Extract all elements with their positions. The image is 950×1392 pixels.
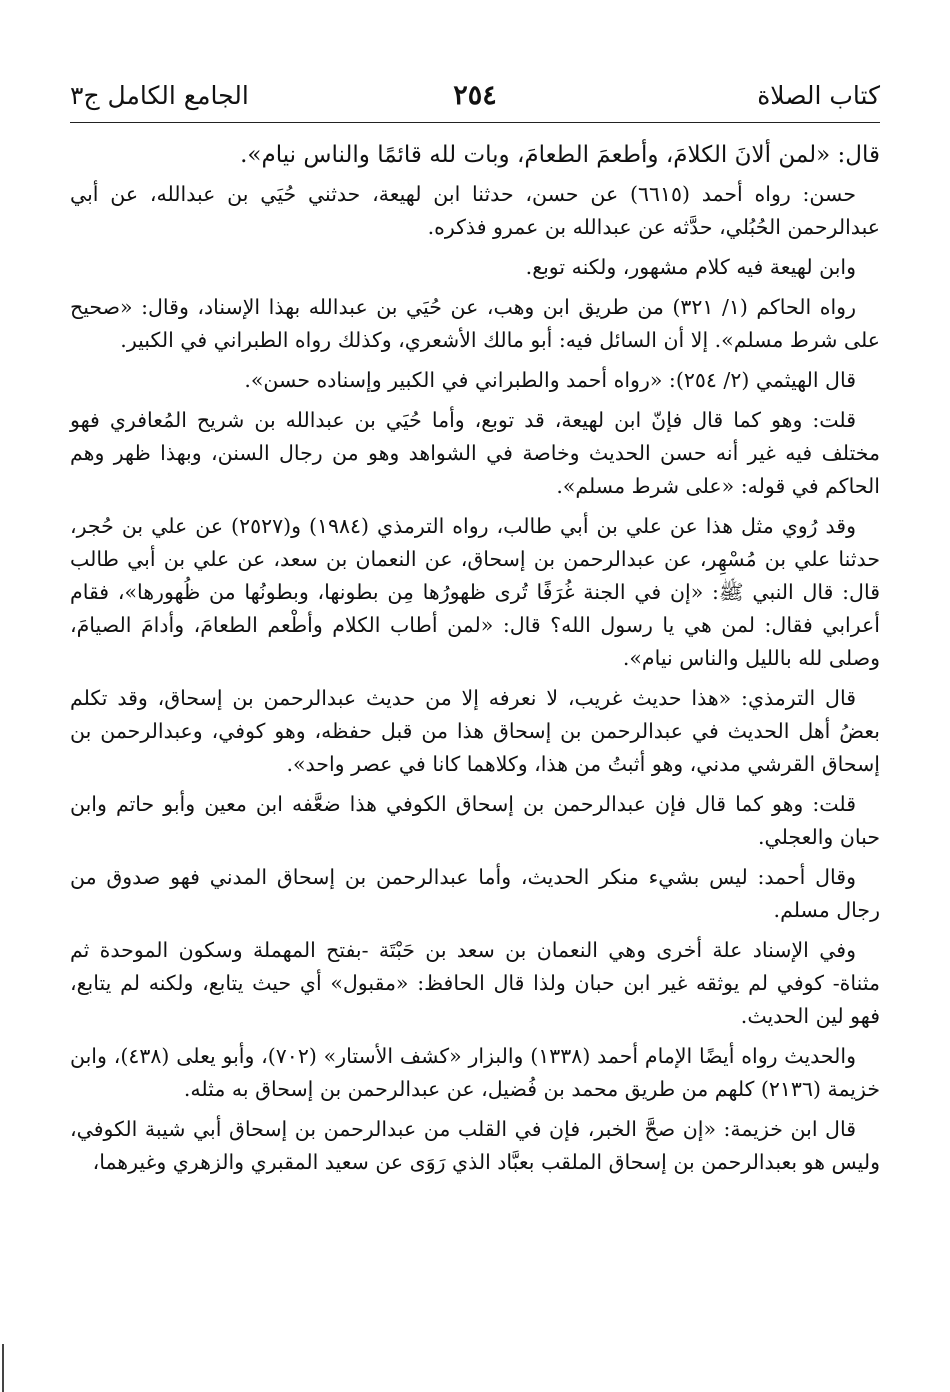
paragraph: قال الترمذي: «هذا حديث غريب، لا نعرفه إلا من حديث عبدالرحمن بن إسحاق، وقد تكلم بعضُ أهل الحديث في عبدالرحمن بن إسحاق هذا من قبل حفظه، وهو كوفي، وعبدالرحمن بن إسحاق القرشي مدني، وهو أثبتُ من هذا، وكلاهما كانا في عصر واحد». (70, 686, 880, 776)
paragraph: رواه الحاكم (١/ ٣٢١) من طريق ابن وهب، عن حُيَي بن عبدالله بهذا الإسناد، وقال: «صحيح على شرط مسلم». إلا أن السائل فيه: أبو مالك الأشعري، وكذلك رواه الطبراني في الكبير. (70, 295, 880, 352)
paragraph: قال ابن خزيمة: «إن صحَّ الخبر، فإن في القلب من عبدالرحمن بن إسحاق أبي شيبة الكوفي، وليس هو بعبدالرحمن بن إسحاق الملقب بعبَّاد الذي رَوَى عن سعيد المقبري والزهري وغيرهما، (70, 1117, 880, 1174)
paragraph: والحديث رواه أيضًا الإمام أحمد (١٣٣٨) والبزار «كشف الأستار» (٧٠٢)، وأبو يعلى (٤٣٨)، وابن خزيمة (٢١٣٦) كلهم من طريق محمد بن فُضيل، عن عبدالرحمن بن إسحاق به مثله. (70, 1044, 880, 1101)
hadith-text: قال: «لمن ألانَ الكلامَ، وأطعمَ الطعامَ، وبات لله قائمًا والناس نيام». (240, 142, 880, 168)
paragraph: قلت: وهو كما قال فإنّ ابن لهيعة، قد توبع، وأما حُيَي بن عبدالله بن شريح المُعافري فهو مختلف فيه غير أنه حسن الحديث وخاصة في الشواهد وهو من رجال السنن، وبهذا ظهر وهم الحاكم في قوله: «على شرط مسلم». (70, 408, 880, 498)
paragraph: قلت: وهو كما قال فإن عبدالرحمن بن إسحاق الكوفي هذا ضعَّفه ابن معين وأبو حاتم وابن حبان والعجلي. (70, 792, 880, 849)
page-number: ٢٥٤ (453, 80, 497, 111)
paragraph: قال الهيثمي (٢/ ٢٥٤): «رواه أحمد والطبراني في الكبير وإسناده حسن». (244, 368, 856, 392)
paragraph: وقال أحمد: ليس بشيء منكر الحديث، وأما عبدالرحمن بن إسحاق المدني فهو صدوق من رجال مسلم. (70, 865, 880, 922)
paragraph: وابن لهيعة فيه كلام مشهور، ولكنه توبع. (525, 255, 856, 279)
paragraph: وقد رُوي مثل هذا عن علي بن أبي طالب، رواه الترمذي (١٩٨٤) و(٢٥٢٧) عن علي بن حُجر، حدثنا علي بن مُسْهِر، عن عبدالرحمن بن إسحاق، عن النعمان بن سعد، عن علي بن أبي طالب قال: قال النبي ﷺ: «إن في الجنة غُرَفًا تُرى ظهورُها مِن بطونها، وبطونُها من ظُهورها»، فقام أعرابي فقال: لمن هي يا رسول الله؟ قال: «لمن أطاب الكلام وأطْعم الطعامَ، وأدامَ الصيامَ، وصلى لله بالليل والناس نيام». (70, 514, 880, 670)
header-divider (70, 122, 880, 123)
scan-edge-line (2, 1344, 4, 1392)
volume-title: الجامع الكامل ج٣ (70, 81, 249, 110)
page-header (70, 78, 880, 118)
book-title: كتاب الصلاة (757, 81, 880, 110)
paragraph: وفي الإسناد علة أخرى وهي النعمان بن سعد بن حَبْتَة -بفتح المهملة وسكون الموحدة ثم مثناة- كوفي لم يوثقه غير ابن حبان ولذا قال الحافظ: «مقبول» أي حيث يتابع، ولكنه لم يتابع، فهو لين الحديث. (70, 938, 880, 1028)
paragraph: حسن: رواه أحمد (٦٦١٥) عن حسن، حدثنا ابن لهيعة، حدثني حُيَي بن عبدالله، عن أبي عبدالرحمن الحُبُلي، حدَّثه عن عبدالله بن عمرو فذكره. (70, 182, 880, 239)
page-body (70, 138, 880, 1186)
